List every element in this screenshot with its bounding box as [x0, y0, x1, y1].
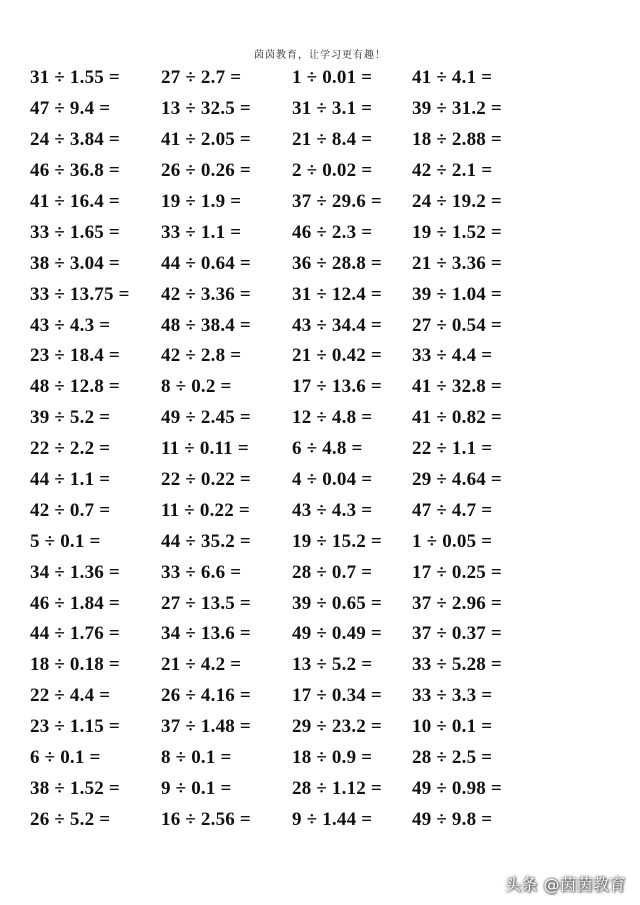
division-problem: 16 ÷ 2.56 = [161, 808, 251, 830]
division-problem: 33 ÷ 5.28 = [412, 654, 502, 676]
problem-row [30, 650, 532, 681]
division-problem: 21 ÷ 4.2 = [161, 654, 242, 676]
division-problem: 26 ÷ 4.16 = [161, 685, 251, 707]
division-problem: 49 ÷ 2.45 = [161, 407, 251, 429]
division-problem: 18 ÷ 2.88 = [412, 129, 502, 151]
division-problem: 17 ÷ 13.6 = [292, 376, 382, 398]
division-problem: 22 ÷ 0.22 = [161, 469, 251, 491]
division-problem: 18 ÷ 0.9 = [292, 747, 373, 769]
division-problem: 48 ÷ 38.4 = [161, 314, 251, 336]
division-problem: 8 ÷ 0.2 = [161, 376, 232, 398]
division-problem: 43 ÷ 4.3 = [30, 314, 111, 336]
division-problem: 33 ÷ 6.6 = [161, 561, 242, 583]
division-problem: 2 ÷ 0.02 = [292, 160, 373, 182]
division-problem: 41 ÷ 16.4 = [30, 191, 120, 212]
division-problem: 1 ÷ 0.01 = [292, 67, 373, 89]
problem-row [30, 434, 532, 465]
division-problem: 36 ÷ 28.8 = [292, 252, 382, 274]
problem-row [30, 248, 532, 279]
division-problem: 21 ÷ 0.42 = [292, 345, 382, 367]
division-problem: 31 ÷ 3.1 = [292, 98, 373, 120]
problem-row [30, 588, 532, 619]
division-problem: 47 ÷ 4.7 = [412, 499, 493, 521]
problem-row [30, 619, 532, 650]
division-problem: 42 ÷ 3.36 = [161, 283, 251, 305]
division-problem: 34 ÷ 1.36 = [30, 561, 120, 583]
division-problem: 46 ÷ 36.8 = [30, 160, 120, 182]
division-problem: 28 ÷ 2.5 = [412, 747, 493, 769]
division-problem: 19 ÷ 15.2 = [292, 530, 382, 552]
division-problem: 24 ÷ 3.84 = [30, 129, 120, 151]
division-problem: 11 ÷ 0.22 = [161, 499, 250, 521]
division-problem: 46 ÷ 1.84 = [30, 592, 120, 614]
problem-row [30, 187, 532, 218]
division-problem: 21 ÷ 3.36 = [412, 252, 502, 274]
division-problem: 33 ÷ 1.65 = [30, 221, 120, 243]
division-problem: 44 ÷ 35.2 = [161, 530, 251, 552]
division-problem: 46 ÷ 2.3 = [292, 221, 373, 243]
division-problem: 10 ÷ 0.1 = [412, 716, 493, 738]
division-problem: 42 ÷ 2.8 = [161, 345, 242, 367]
division-problem: 42 ÷ 2.1 = [412, 160, 493, 182]
problem-row [30, 495, 532, 526]
division-problem: 17 ÷ 0.25 = [412, 561, 502, 583]
problem-grid [30, 63, 532, 835]
division-problem: 44 ÷ 1.76 = [30, 623, 120, 645]
division-problem: 21 ÷ 8.4 = [292, 129, 373, 151]
division-problem: 31 ÷ 1.55 = [30, 67, 120, 89]
division-problem: 37 ÷ 2.96 = [412, 592, 502, 614]
division-problem: 33 ÷ 13.75 = [30, 283, 130, 305]
division-problem: 18 ÷ 0.18 = [30, 654, 120, 676]
division-problem: 37 ÷ 0.37 = [412, 623, 502, 645]
division-problem: 11 ÷ 0.11 = [161, 438, 249, 460]
division-problem: 23 ÷ 18.4 = [30, 345, 120, 367]
division-problem: 49 ÷ 9.8 = [412, 808, 493, 830]
division-problem: 22 ÷ 4.4 = [30, 685, 111, 707]
problem-row [30, 341, 532, 372]
problem-row [30, 526, 532, 557]
division-problem: 31 ÷ 12.4 = [292, 283, 382, 305]
division-problem: 39 ÷ 1.04 = [412, 283, 502, 305]
problem-row [30, 125, 532, 156]
division-problem: 33 ÷ 4.4 = [412, 345, 493, 367]
division-problem: 33 ÷ 1.1 = [161, 221, 242, 243]
division-problem: 39 ÷ 0.65 = [292, 592, 382, 614]
division-problem: 48 ÷ 12.8 = [30, 376, 120, 398]
division-problem: 17 ÷ 0.34 = [292, 685, 382, 707]
division-problem: 41 ÷ 4.1 = [412, 67, 493, 89]
division-problem: 29 ÷ 4.64 = [412, 469, 502, 491]
problem-row [30, 557, 532, 588]
division-problem: 41 ÷ 2.05 = [161, 129, 251, 151]
division-problem: 39 ÷ 5.2 = [30, 407, 111, 429]
division-problem: 38 ÷ 3.04 = [30, 252, 120, 274]
division-problem: 13 ÷ 5.2 = [292, 654, 373, 676]
division-problem: 24 ÷ 19.2 = [412, 191, 502, 212]
division-problem: 41 ÷ 0.82 = [412, 407, 502, 429]
problem-row [30, 465, 532, 496]
division-problem: 44 ÷ 0.64 = [161, 252, 251, 274]
division-problem: 47 ÷ 9.4 = [30, 98, 111, 120]
page-header: 茵茵教育，让学习更有趣！ [254, 50, 386, 61]
division-problem: 29 ÷ 23.2 = [292, 716, 382, 738]
problem-row [30, 156, 532, 187]
division-problem: 39 ÷ 31.2 = [412, 98, 502, 120]
watermark: 头条 @茵茵教育 [504, 875, 626, 894]
division-problem: 6 ÷ 4.8 = [292, 438, 363, 460]
division-problem: 19 ÷ 1.9 = [161, 191, 242, 212]
problem-row [30, 804, 532, 835]
division-problem: 37 ÷ 1.48 = [161, 716, 251, 738]
division-problem: 49 ÷ 0.49 = [292, 623, 382, 645]
division-problem: 26 ÷ 5.2 = [30, 808, 111, 830]
division-problem: 6 ÷ 0.1 = [30, 747, 101, 769]
problem-row [30, 310, 532, 341]
division-problem: 41 ÷ 32.8 = [412, 376, 502, 398]
division-problem: 22 ÷ 1.1 = [412, 438, 493, 460]
division-problem: 9 ÷ 1.44 = [292, 808, 373, 830]
division-problem: 27 ÷ 0.54 = [412, 314, 502, 336]
problem-row [30, 94, 532, 125]
division-problem: 26 ÷ 0.26 = [161, 160, 251, 182]
problem-row [30, 773, 532, 804]
division-problem: 8 ÷ 0.1 = [161, 747, 232, 769]
division-problem: 13 ÷ 32.5 = [161, 98, 251, 120]
division-problem: 49 ÷ 0.98 = [412, 777, 502, 799]
problem-row [30, 712, 532, 743]
division-problem: 9 ÷ 0.1 = [161, 777, 232, 799]
problem-row [30, 372, 532, 403]
division-problem: 28 ÷ 1.12 = [292, 777, 382, 799]
division-problem: 28 ÷ 0.7 = [292, 561, 373, 583]
problem-row [30, 63, 532, 94]
division-problem: 1 ÷ 0.05 = [412, 530, 493, 552]
division-problem: 37 ÷ 29.6 = [292, 191, 382, 212]
division-problem: 43 ÷ 4.3 = [292, 499, 373, 521]
problem-row [30, 403, 532, 434]
division-problem: 5 ÷ 0.1 = [30, 530, 101, 552]
division-problem: 23 ÷ 1.15 = [30, 716, 120, 738]
division-problem: 22 ÷ 2.2 = [30, 438, 111, 460]
division-problem: 42 ÷ 0.7 = [30, 499, 111, 521]
division-problem: 44 ÷ 1.1 = [30, 469, 111, 491]
problem-row [30, 681, 532, 712]
division-problem: 43 ÷ 34.4 = [292, 314, 382, 336]
problem-row [30, 743, 532, 774]
division-problem: 27 ÷ 13.5 = [161, 592, 251, 614]
division-problem: 4 ÷ 0.04 = [292, 469, 373, 491]
division-problem: 33 ÷ 3.3 = [412, 685, 493, 707]
division-problem: 19 ÷ 1.52 = [412, 221, 502, 243]
division-problem: 27 ÷ 2.7 = [161, 67, 242, 89]
division-problem: 34 ÷ 13.6 = [161, 623, 251, 645]
problem-row [30, 279, 532, 310]
problem-row [30, 217, 532, 248]
division-problem: 12 ÷ 4.8 = [292, 407, 373, 429]
division-problem: 38 ÷ 1.52 = [30, 777, 120, 799]
